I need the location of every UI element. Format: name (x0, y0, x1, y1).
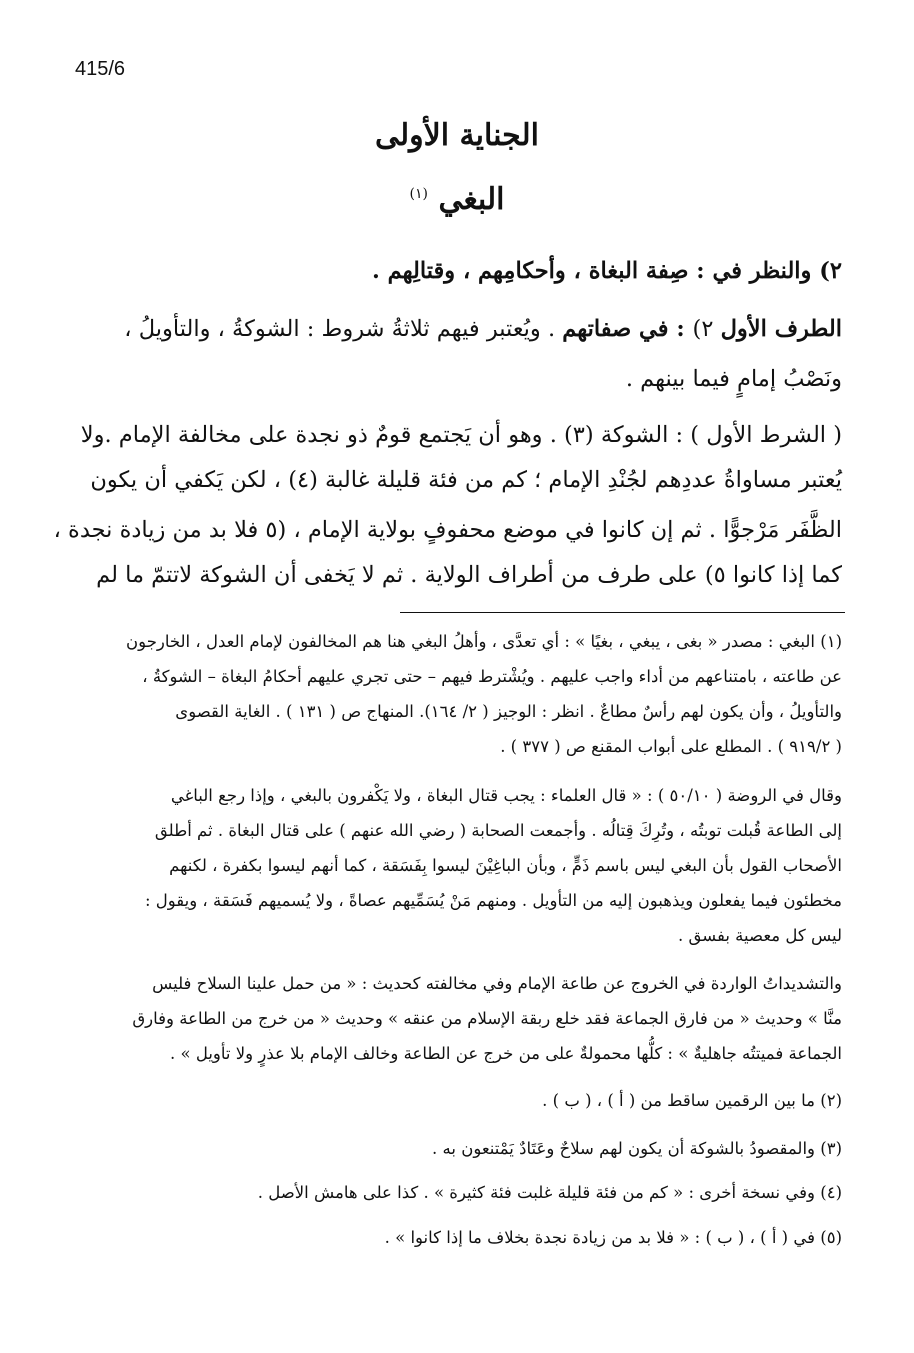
footnote-5: (٥) في ( أ ) ، ( ب ) : « فلا بد من زيادة نجدة بخلاف ما إذا كانوا » . (384, 1228, 842, 1247)
footnote-1-para3-line-1: والتشديداتُ الواردة في الخروج عن طاعة الإمام وفي مخالفته كحديث : « من حمل علينا السلاح فليس (152, 974, 842, 993)
page-number: 415/6 (75, 58, 126, 80)
main-line-1: ٢) والنظر في : صِفة البغاة ، وأحكامِهم ، وقتالِهم . (372, 258, 842, 284)
main-line-5: يُعتبر مساواةُ عددِهم لجُنْدِ الإمام ؛ كم من فئة قليلة غالبة (٤) ، لكن يَكفي أن يكون (90, 467, 842, 493)
footnote-1-line-3: والتأويلُ ، وأن يكون لهم رأسٌ مطاعٌ . انظر : الوجيز ( ٢/ ١٦٤). المنهاج ص ( ١٣١ ) . الغاية القصوى (175, 702, 842, 721)
section-title (0, 182, 914, 217)
footnote-ref-2: ٢) (692, 316, 721, 342)
main-line-2-rest: . ويُعتبر فيهم ثلاثةُ شروط : الشوكةُ ، والتأويلُ ، (124, 316, 563, 342)
section-title-text: البغي (438, 182, 505, 217)
footnote-1-para3-line-3: الجماعة فميتتُه جاهليةٌ » : كلُّها محمولةٌ على من خرج عن الطاعة وخالف الإمام بلا عذرٍ ولا تأويل » . (170, 1044, 842, 1063)
footnote-3: (٣) والمقصودُ بالشوكة أن يكون لهم سلاحٌ وعَتَادٌ يَمْتنعون به . (432, 1139, 842, 1158)
main-line-3: ونَصْبُ إمامٍ فيما بينهم . (625, 366, 842, 392)
footnote-1-para2-line-5: ليس كل معصية بفسق . (678, 926, 842, 945)
footnote-4: (٤) وفي نسخة أخرى : « كم من فئة قليلة غلبت فئة كثيرة » . كذا على هامش الأصل . (257, 1183, 842, 1202)
footnote-1-para2-line-4: مخطئون فيما يفعلون ويذهبون إليه من التأويل . ومنهم مَنْ يُسَمِّيهم عصاةً ، ولا يُسميهم فَسَقة ، ويقول : (144, 891, 842, 910)
footnote-1-para3-line-2: منَّا » وحديث « من فارق الجماعة فقد خلع ربقة الإسلام من عنقه » وحديث « من خرج من الطاعة وفارق (132, 1009, 842, 1028)
footnote-2: (٢) ما بين الرقمين ساقط من ( أ ) ، ( ب ) . (542, 1091, 842, 1110)
main-line-7: كما إذا كانوا ٥) على طرف من أطراف الولاية . ثم لا يَخفى أن الشوكة لاتتمّ ما لم (96, 562, 842, 588)
footnote-1-para2-line-3: الأصحاب القول بأن البغي ليس باسم ذَمٍّ ، وبأن الباغِيْنَ ليسوا بِفَسَقة ، كما أنهم ليسوا بكفرة ، لكنهم (169, 856, 842, 875)
main-line-2 (72, 314, 842, 344)
main-line-6: الظَّفَر مَرْجوًّا . ثم إن كانوا في موضع محفوفٍ بولاية الإمام ، (٥ فلا بد من زيادة نجدة ، (53, 517, 842, 543)
footnote-1-line-1: (١) البغي : مصدر « بغى ، يبغي ، بغيًا » : أي تعدَّى ، وأهلُ البغي هنا هم المخالفون لإمام العدل ، الخارجون (126, 632, 842, 651)
footnote-1-line-4: ( ٩١٩/٢ ) . المطلع على أبواب المقنع ص ( ٣٧٧ ) . (500, 737, 842, 756)
footnote-ref-1: (١) (409, 186, 428, 202)
footnote-1-para2-line-2: إلى الطاعة قُبلت توبتُه ، وتُرِكَ قِتالُه . وأجمعت الصحابة ( رضي الله عنهم ) على قتال البغاة . ثم أطلق (154, 821, 842, 840)
part-subject: : في صفاتهم (562, 316, 693, 342)
chapter-title: الجناية الأولى (375, 118, 539, 153)
footnote-divider (400, 612, 845, 613)
footnote-1-para2-line-1: وقال في الروضة ( ٥٠/١٠ ) : « قال العلماء : يجب قتال البغاة ، ولا يَكْفرون بالبغي ، وإذا رجع الباغي (170, 786, 842, 805)
main-line-4: ( الشرط الأول ) : الشوكة (٣) . وهو أن يَجتمع قومٌ ذو نجدة على مخالفة الإمام .ولا (80, 422, 842, 448)
footnote-1-line-2: عن طاعته ، بامتناعهم من أداء واجب عليهم . ويُشْترط فيهم – حتى تجري عليهم أحكامُ البغاة – الشوكةُ ، (142, 667, 842, 686)
part-heading: الطرف الأول (720, 316, 842, 342)
